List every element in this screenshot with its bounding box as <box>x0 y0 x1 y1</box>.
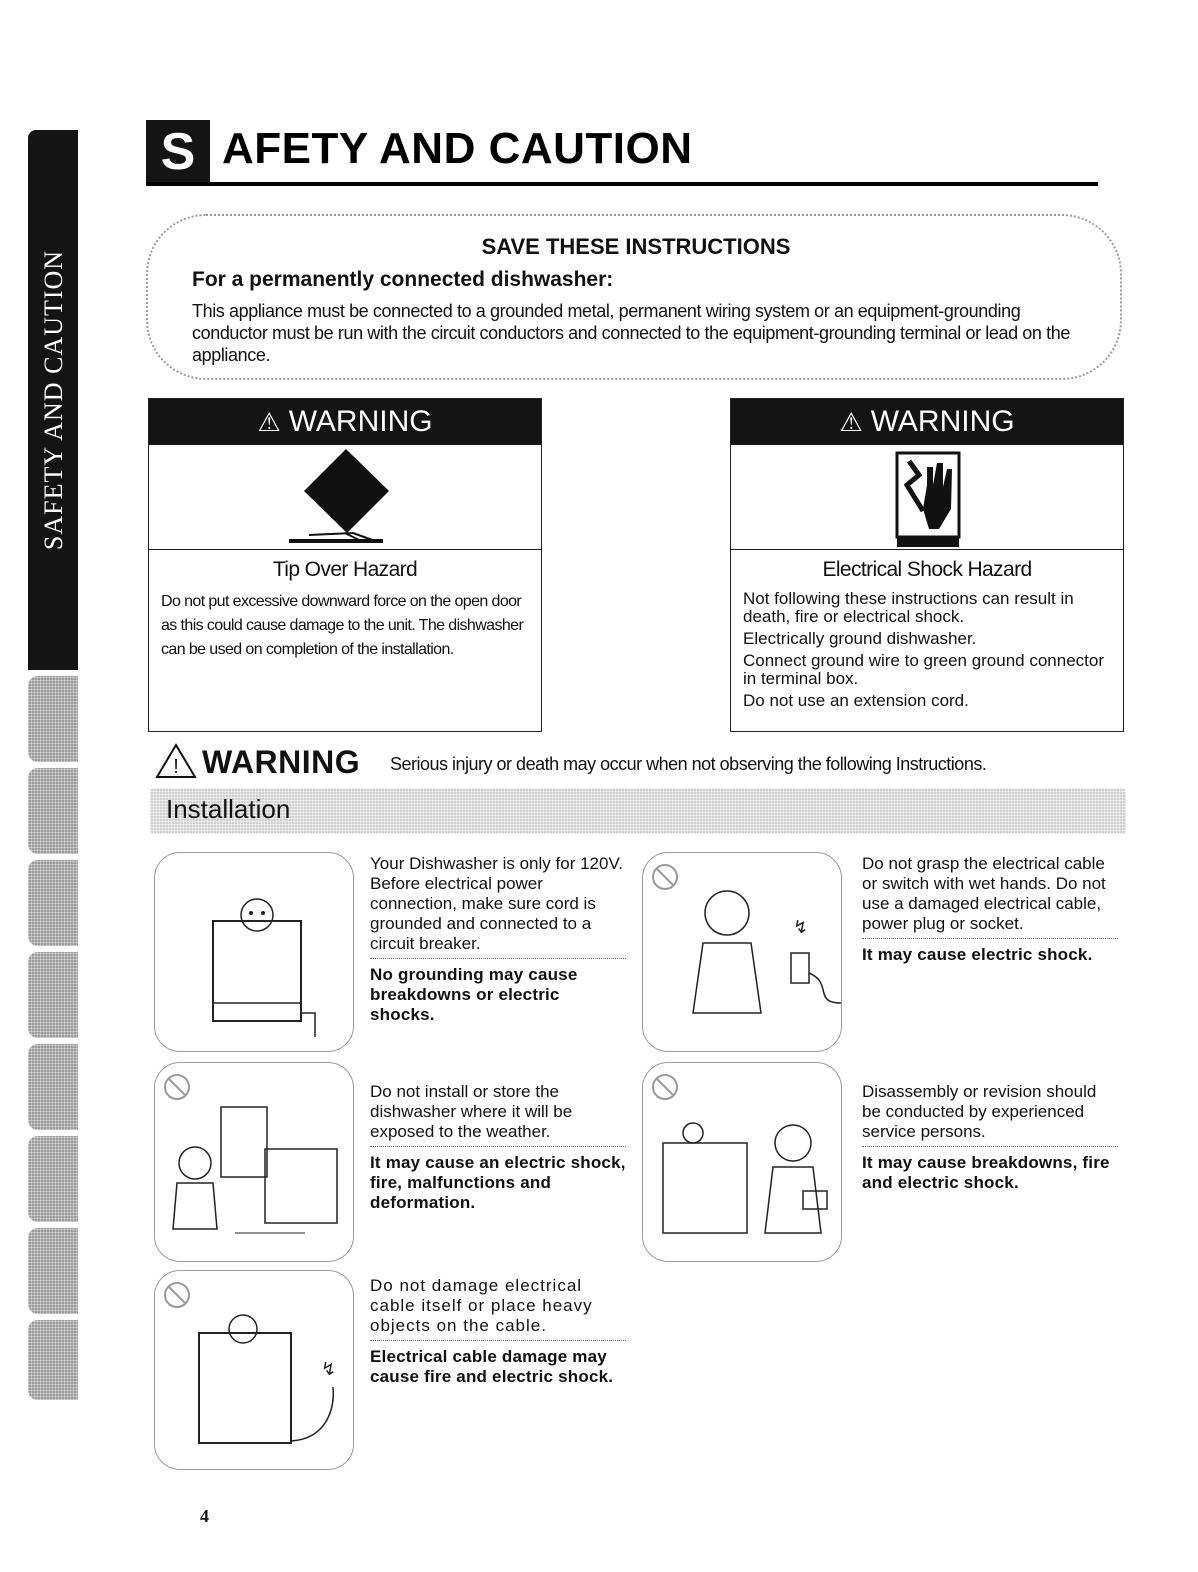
instruction-text: Do not damage electrical cable itself or place heavy objects on the cable. <box>370 1276 626 1341</box>
warning-text: Do not put excessive downward force on the open door as this could cause damage to the unit. The dishwasher can be used on completion of the installation. <box>161 593 524 658</box>
svg-text:↯: ↯ <box>793 917 809 937</box>
warning-triangle-icon: ⚠ <box>257 407 281 437</box>
title-rule <box>146 182 1098 186</box>
dishwasher-grounding-icon <box>155 853 353 1051</box>
warning-triangle-icon: ⚠ <box>839 407 863 437</box>
tip-over-icon <box>149 445 543 549</box>
warning-icon-area <box>731 445 1123 550</box>
warning-panel-electrical <box>730 398 1124 732</box>
dishwasher-disassembly-icon <box>643 1063 841 1261</box>
dishwasher-cable-icon <box>155 1271 353 1469</box>
illustration-disassembly <box>642 1062 842 1262</box>
warning-header <box>731 399 1123 445</box>
warning-header-label: WARNING <box>870 405 1015 438</box>
illustration-cable-damage <box>154 1270 354 1470</box>
save-body: This appliance must be connected to a grounded metal, permanent wiring system or an equipment-grounding conductor must be run with the circuit conductors and connected to the equipment-grounding terminal or lead on the appliance. <box>192 301 1070 365</box>
warning-line: Electrically ground dishwasher. <box>743 629 977 648</box>
wet-hands-outlet-icon <box>643 853 841 1051</box>
warning-title: Electrical Shock Hazard <box>822 558 1032 581</box>
save-instructions-box <box>146 214 1122 380</box>
side-tab-placeholder <box>28 1320 78 1400</box>
warning-text-list <box>743 590 1113 710</box>
side-tab-placeholder <box>28 1044 78 1130</box>
instruction-text: Your Dishwasher is only for 120V. Before electrical power connection, make sure cord is grounded and connected to a circuit breaker. <box>370 854 626 959</box>
save-heading: SAVE THESE INSTRUCTIONS <box>481 234 791 259</box>
instruction-item <box>370 854 626 1025</box>
page-number: 4 <box>200 1506 209 1526</box>
instruction-consequence: No grounding may cause breakdowns or electric shocks. <box>370 965 578 1024</box>
general-warning-text: Serious injury or death may occur when not observing the following Instructions. <box>390 754 987 774</box>
general-warning <box>154 742 1114 786</box>
illustration-wet-hands <box>642 852 842 1052</box>
dishwasher-weather-icon <box>155 1063 353 1261</box>
warning-header-label: WARNING <box>288 405 433 438</box>
instruction-text: Disassembly or revision should be conducted by experienced service persons. <box>862 1082 1118 1147</box>
instruction-item <box>370 1082 626 1213</box>
instruction-item <box>370 1276 626 1387</box>
section-header <box>150 788 1126 834</box>
instruction-item <box>862 1082 1118 1193</box>
warning-line: Do not use an extension cord. <box>743 691 969 710</box>
svg-text:!: ! <box>173 756 179 778</box>
warning-line: Connect ground wire to green ground connector in terminal box. <box>743 651 1105 688</box>
electric-shock-icon <box>731 445 1125 549</box>
section-title: Installation <box>166 794 291 824</box>
side-tab-placeholder <box>28 860 78 946</box>
instruction-consequence: Electrical cable damage may cause fire and electric shock. <box>370 1347 614 1386</box>
instruction-text: Do not grasp the electrical cable or switch with wet hands. Do not use a damaged electrical cable, power plug or socket. <box>862 854 1118 939</box>
side-tab-label: SAFETY AND CAUTION <box>39 249 68 551</box>
title-initial: S <box>146 120 210 184</box>
side-tab-placeholder <box>28 768 78 854</box>
side-tab-placeholder <box>28 676 78 762</box>
side-tab-label-wrap <box>32 130 76 670</box>
instruction-consequence: It may cause breakdowns, fire and electric shock. <box>862 1153 1110 1192</box>
illustration-grounding <box>154 852 354 1052</box>
instruction-text: Do not install or store the dishwasher where it will be exposed to the weather. <box>370 1082 626 1147</box>
save-subheading: For a permanently connected dishwasher: <box>192 268 614 291</box>
side-tab-placeholder <box>28 952 78 1038</box>
instruction-consequence: It may cause electric shock. <box>862 945 1093 964</box>
warning-panel-tip-over <box>148 398 542 732</box>
side-tab-placeholder <box>28 1228 78 1314</box>
warning-title: Tip Over Hazard <box>272 558 418 581</box>
general-warning-label: WARNING <box>202 744 361 780</box>
page-title <box>146 118 1098 188</box>
side-tab-placeholder <box>28 1136 78 1222</box>
warning-line: Not following these instructions can result in death, fire or electrical shock. <box>743 589 1074 626</box>
title-text: AFETY AND CAUTION <box>222 124 693 173</box>
warning-triangle-icon <box>154 742 198 780</box>
illustration-weather <box>154 1062 354 1262</box>
svg-text:↯: ↯ <box>321 1359 337 1379</box>
instruction-item <box>862 854 1118 965</box>
warning-header <box>149 399 541 445</box>
instruction-consequence: It may cause an electric shock, fire, malfunctions and deformation. <box>370 1153 626 1212</box>
warning-icon-area <box>149 445 541 550</box>
